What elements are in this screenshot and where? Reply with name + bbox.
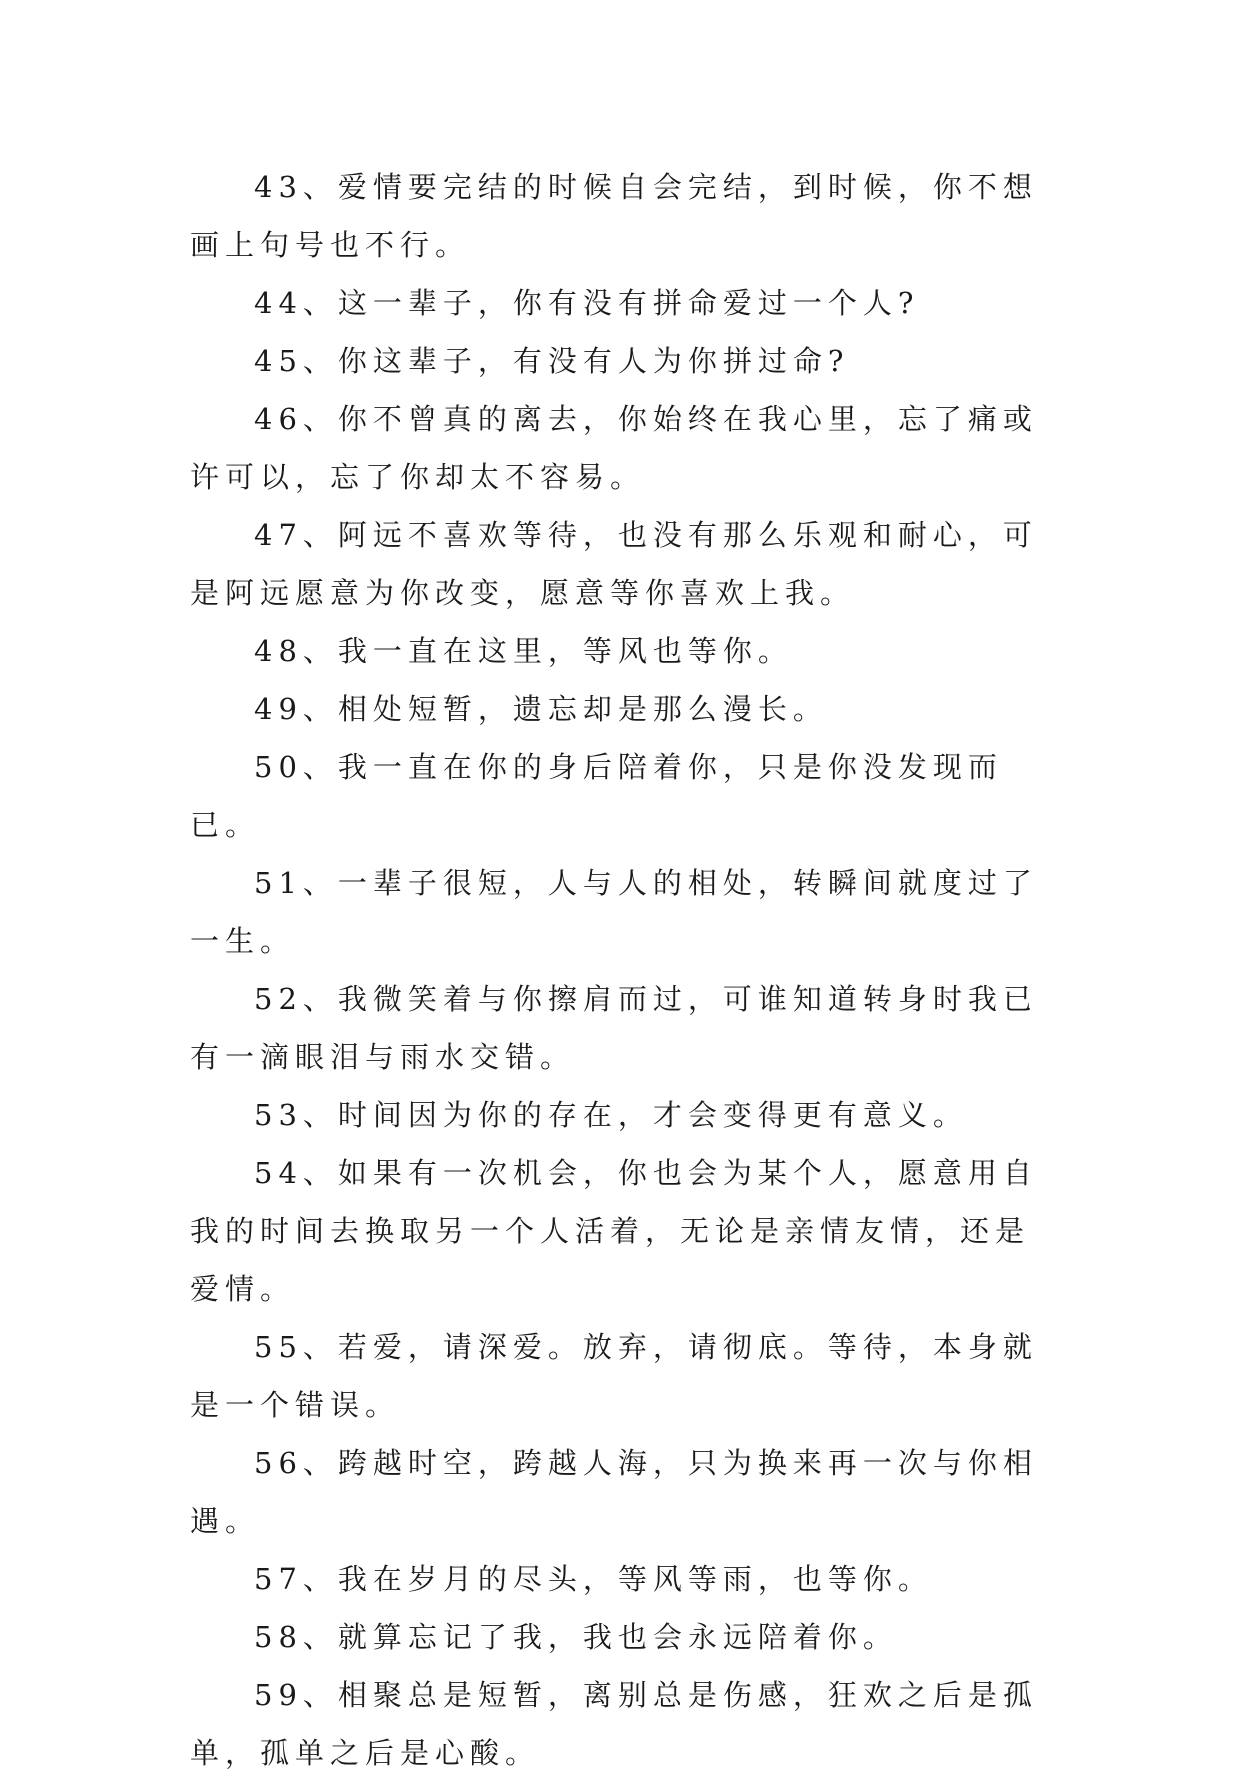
- paragraph-53: 53、时间因为你的存在，才会变得更有意义。: [254, 1098, 968, 1132]
- paragraph-51: 51、一辈子很短，人与人的相处，转瞬间就度过了一生。: [190, 866, 1038, 958]
- paragraph-43: 43、爱情要完结的时候自会完结，到时候，你不想画上句号也不行。: [190, 170, 1038, 262]
- paragraph-49: 49、相处短暂，遗忘却是那么漫长。: [254, 692, 828, 726]
- paragraph-57: 57、我在岁月的尽头，等风等雨，也等你。: [254, 1562, 933, 1596]
- document-body: [190, 158, 1060, 1782]
- paragraph-50: 50、我一直在你的身后陪着你，只是你没发现而已。: [190, 750, 1003, 842]
- paragraph-54: 54、如果有一次机会，你也会为某个人，愿意用自我的时间去换取另一个人活着，无论是亲情友情，还是爱情。: [190, 1156, 1038, 1306]
- paragraph-48: 48、我一直在这里，等风也等你。: [254, 634, 793, 668]
- paragraph-52: 52、我微笑着与你擦肩而过，可谁知道转身时我已有一滴眼泪与雨水交错。: [190, 982, 1038, 1074]
- paragraph-44: 44、这一辈子，你有没有拼命爱过一个人?: [254, 286, 920, 320]
- paragraph-55: 55、若爱，请深爱。放弃，请彻底。等待，本身就是一个错误。: [190, 1330, 1038, 1422]
- paragraph-46: 46、你不曾真的离去，你始终在我心里，忘了痛或许可以，忘了你却太不容易。: [190, 402, 1038, 494]
- paragraph-56: 56、跨越时空，跨越人海，只为换来再一次与你相遇。: [190, 1446, 1038, 1538]
- paragraph-45: 45、你这辈子，有没有人为你拼过命?: [254, 344, 850, 378]
- paragraph-59: 59、相聚总是短暂，离别总是伤感，狂欢之后是孤单，孤单之后是心酸。: [190, 1678, 1038, 1770]
- paragraph-47: 47、阿远不喜欢等待，也没有那么乐观和耐心，可是阿远愿意为你改变，愿意等你喜欢上我。: [190, 518, 1038, 610]
- paragraph-58: 58、就算忘记了我，我也会永远陪着你。: [254, 1620, 898, 1654]
